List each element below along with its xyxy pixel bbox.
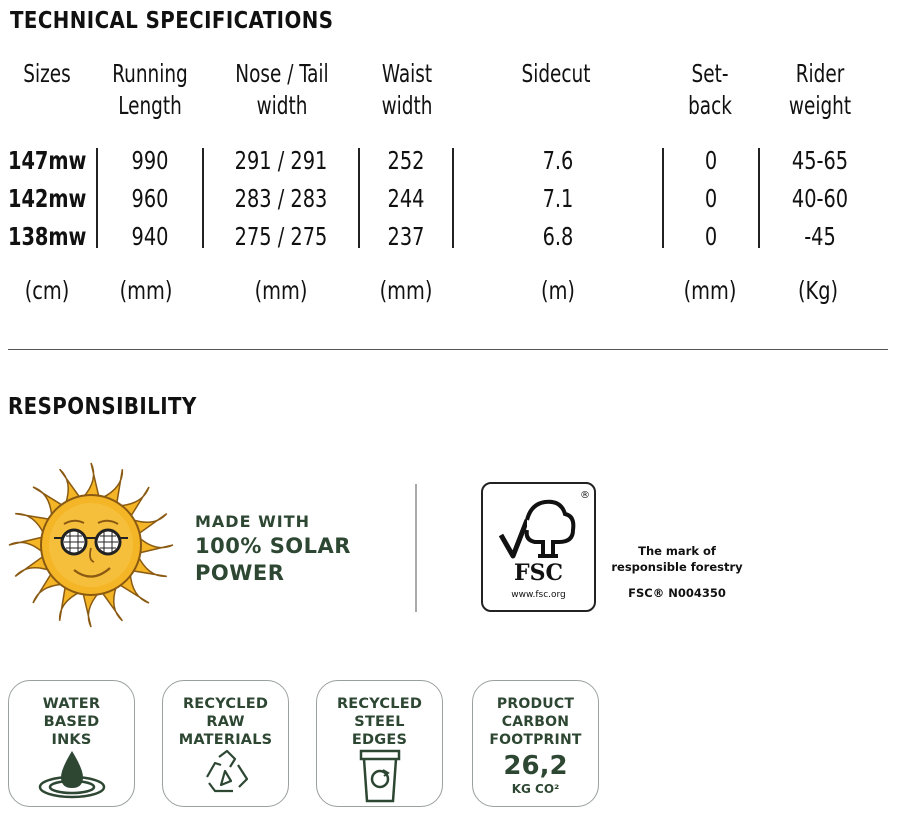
nose-tail-value: 291 / 291 [234, 146, 328, 175]
header-setback: Set- back [688, 59, 732, 120]
sidecut-value: 6.8 [542, 222, 574, 251]
fsc-url: www.fsc.org [511, 590, 566, 600]
specs-title: TECHNICAL SPECIFICATIONS [10, 8, 334, 34]
badge-recycled-steel-edges [316, 680, 443, 807]
size-label: 147mw [8, 146, 87, 175]
carbon-footprint-unit: KG CO² [511, 782, 560, 796]
header-running-length: Running Length [112, 59, 188, 120]
running-length-value: 990 [131, 146, 169, 175]
rider-weight-value: 45-65 [791, 146, 849, 175]
size-label: 142mw [8, 184, 87, 213]
rider-weight-value: -45 [804, 222, 836, 251]
fsc-logo-text: FSC [513, 560, 564, 586]
waist-value: 252 [387, 146, 425, 175]
responsibility-title: RESPONSIBILITY [8, 394, 197, 420]
size-label: 138mw [8, 222, 87, 251]
sun-ray [9, 537, 44, 553]
sun-ray [83, 592, 99, 627]
badge-label: WATER BASED INKS [42, 696, 101, 748]
fsc-mark-line-2: responsible forestry [611, 560, 743, 574]
sidecut-value: 7.6 [542, 146, 574, 175]
unit-sizes: (cm) [24, 276, 70, 305]
sun-ray [138, 537, 173, 553]
sidecut-value: 7.1 [542, 184, 574, 213]
solar-line-1: MADE WITH [195, 512, 310, 531]
badge-water-based-inks [8, 680, 135, 807]
rider-weight-value: 40-60 [791, 184, 849, 213]
unit-rider-weight: (Kg) [797, 276, 839, 305]
column-divider [358, 148, 360, 248]
recycling-bin-icon [317, 745, 444, 809]
badge-label: RECYCLED RAW MATERIALS [178, 696, 273, 748]
setback-value: 0 [704, 222, 718, 251]
column-divider [202, 148, 204, 248]
header-sidecut: Sidecut [521, 59, 591, 88]
section-divider [8, 349, 888, 350]
sun-ray [83, 463, 99, 498]
running-length-value: 940 [131, 222, 169, 251]
running-length-value: 960 [131, 184, 169, 213]
carbon-footprint-value: 26,2 [503, 751, 568, 781]
waist-value: 244 [387, 184, 425, 213]
waist-value: 237 [387, 222, 425, 251]
badge-label: RECYCLED STEEL EDGES [336, 696, 423, 748]
column-divider [662, 148, 664, 248]
column-divider [452, 148, 454, 248]
fsc-registered-mark: ® [580, 490, 590, 501]
unit-running-length: (mm) [119, 276, 173, 305]
recycle-icon [163, 747, 290, 807]
header-rider-weight: Rider weight [788, 59, 852, 120]
unit-nose-tail: (mm) [254, 276, 308, 305]
column-divider [758, 148, 760, 248]
fsc-license: FSC® N004350 [628, 586, 726, 600]
solar-line-3: POWER [195, 561, 285, 585]
fsc-logo [481, 482, 596, 612]
header-sizes: Sizes [23, 59, 71, 88]
header-waist: Waist width [381, 59, 433, 120]
unit-setback: (mm) [683, 276, 737, 305]
fsc-tree-checkmark-icon [483, 490, 594, 570]
setback-value: 0 [704, 146, 718, 175]
fsc-mark-line-1: The mark of [638, 544, 716, 558]
unit-waist: (mm) [379, 276, 433, 305]
badge-label: PRODUCT CARBON FOOTPRINT [489, 696, 582, 748]
solar-line-2: 100% SOLAR [195, 534, 351, 558]
unit-sidecut: (m) [541, 276, 575, 305]
nose-tail-value: 275 / 275 [234, 222, 328, 251]
column-divider [96, 148, 98, 248]
nose-tail-value: 283 / 283 [234, 184, 328, 213]
setback-value: 0 [704, 184, 718, 213]
water-drop-icon [9, 747, 136, 807]
responsibility-divider [415, 484, 417, 612]
badge-carbon-footprint [472, 680, 599, 807]
header-nose-tail: Nose / Tail width [235, 59, 329, 120]
badge-recycled-raw-materials [162, 680, 289, 807]
sun-with-sunglasses-icon [6, 460, 176, 630]
